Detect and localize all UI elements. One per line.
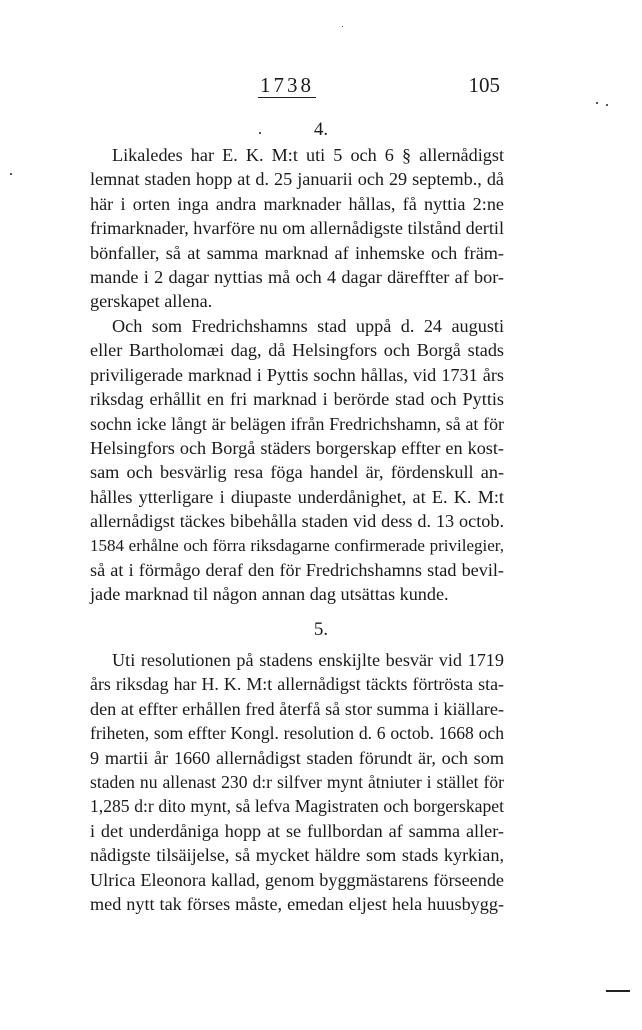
text-line: nådigste tilsäijelse, så mycket häldre som stads kyrkian, bbox=[90, 845, 504, 866]
text-line: 9 martii år 1660 allernådigst staden förundt är, och som bbox=[90, 747, 504, 768]
paragraph bbox=[90, 143, 504, 314]
text-line: så at i förmågo deraf den för Fredrichshamns stad bevil- bbox=[90, 559, 504, 580]
text-line: i det underdåniga hopp at se fullbordan af samma aller- bbox=[90, 820, 504, 841]
page-number: 105 bbox=[468, 73, 500, 97]
header-year: 1738 bbox=[260, 73, 314, 97]
scan-speck bbox=[342, 26, 343, 27]
scan-speck bbox=[259, 132, 261, 134]
text-line: frimarknader, hvarföre nu om allernådigste tilstånd dertil bbox=[90, 218, 504, 239]
page-header bbox=[90, 74, 510, 104]
page-edge-mark bbox=[606, 990, 630, 992]
text-line: Uti resolutionen på stadens enskijlte besvär vid 1719 bbox=[112, 650, 504, 670]
text-line: hålles ytterligare i diupaste underdånighet, at E. K. M:t bbox=[90, 486, 504, 507]
text-line: 1584 erhålne och förra riksdagarne confirmerade privilegier, bbox=[90, 535, 504, 555]
text-line: staden nu allenast 230 d:r silfver mynt åtniuter i stället för bbox=[90, 771, 504, 792]
text-line: jade marknad til någon annan dag utsättas kunde. bbox=[90, 584, 449, 605]
section-number: 5. bbox=[313, 619, 329, 640]
text-line: sochn icke långt är belägen ifrån Fredrichshamn, så at för bbox=[90, 413, 504, 434]
scan-speck bbox=[606, 104, 608, 106]
text-line: års riksdag har H. K. M:t allernådigst täckts förtrösta sta- bbox=[90, 674, 504, 695]
text-line: Ulrica Eleonora kallad, genom byggmästarens förseende bbox=[90, 869, 504, 890]
text-line: lemnat staden hopp at d. 25 januarii och 29 septemb., då bbox=[90, 169, 504, 190]
text-line: Och som Fredrichshamns stad uppå d. 24 augusti bbox=[112, 316, 504, 336]
scan-speck bbox=[10, 173, 12, 175]
paragraph bbox=[90, 314, 504, 607]
text-line: bönfaller, så at samma marknad af inhemske och främ- bbox=[90, 242, 504, 263]
text-line: 1,285 d:r dito mynt, så lefva Magistraten och borgerskapet bbox=[90, 796, 504, 817]
text-line: mande i 2 dagar nyttias må och 4 dagar däreffter af bor- bbox=[90, 266, 504, 287]
section-number: 4. bbox=[313, 119, 329, 140]
text-line: friheten, som effter Kongl. resolution d. 6 octob. 1668 och bbox=[90, 723, 504, 744]
text-line: den at effter erhållen fred återfå så stor summa i kiällare- bbox=[90, 698, 504, 719]
text-line: gerskapet allena. bbox=[90, 291, 213, 312]
text-line: Helsingfors och Borgå städers borgerskap effter en kost- bbox=[90, 437, 504, 458]
text-line: här i orten inga andra marknader hållas, få nyttia 2:ne bbox=[90, 193, 504, 214]
text-line: eller Bartholomæi dag, då Helsingfors och Borgå stads bbox=[90, 340, 504, 361]
text-line: Likaledes har E. K. M:t uti 5 och 6 § allernådigst bbox=[112, 145, 504, 165]
text-line: allernådigst täckes bibehålla staden vid dess d. 13 octob. bbox=[90, 511, 504, 532]
text-line: priviligerade marknad i Pyttis sochn hållas, vid 1731 års bbox=[90, 364, 504, 385]
text-line: med nytt tak förses måste, emedan eljest hela huusbygg- bbox=[90, 893, 504, 914]
scan-speck bbox=[596, 102, 598, 104]
text-line: riksdag erhållit en fri marknad i berörde stad och Pyttis bbox=[90, 389, 504, 410]
text-line: sam och besvärlig resa föga handel är, fördenskull an- bbox=[90, 462, 504, 483]
paragraph bbox=[90, 648, 504, 916]
